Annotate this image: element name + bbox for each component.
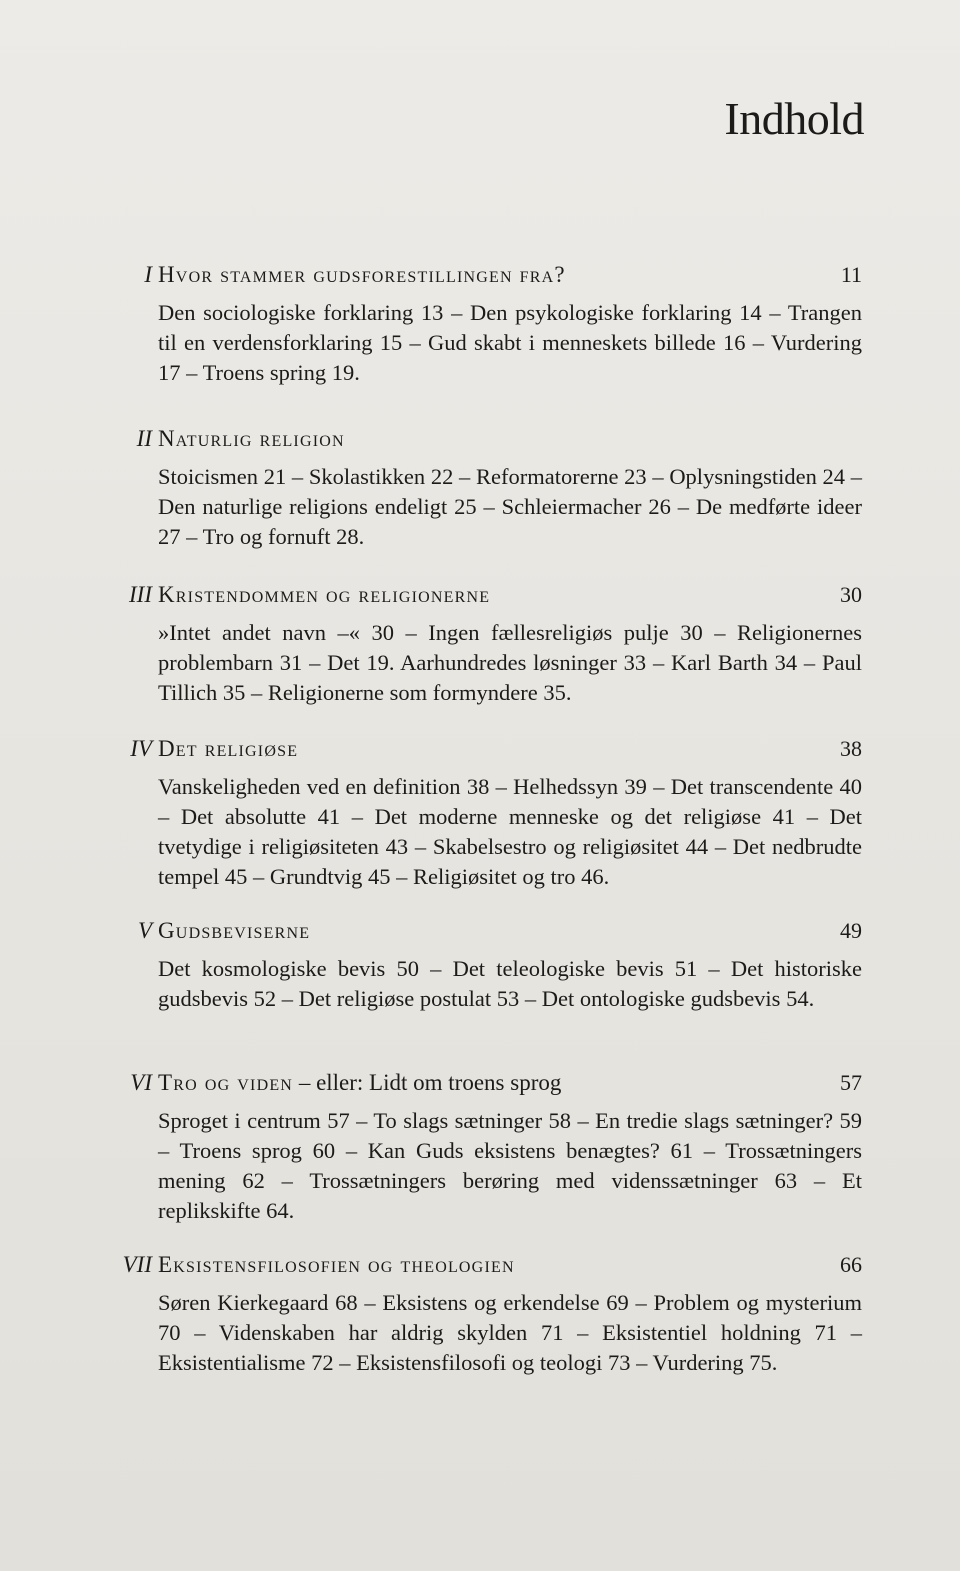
toc-chapter-7 (110, 1252, 862, 1378)
chapter-number: III (129, 582, 152, 607)
page-title: Indhold (724, 93, 864, 144)
chapter-sections: Stoicismen 21 – Skolastikken 22 – Reformatorerne 23 – Oplysningstiden 24 – Den naturlige religions endeligt 25 – Schleiermacher 26 – De medførte ideer 27 – Tro og fornuft 28. (158, 464, 862, 549)
chapter-page-number: 66 (840, 1252, 862, 1277)
chapter-sections: »Intet andet navn –« 30 – Ingen fællesreligiøs pulje 30 – Religionernes problembarn 31 – Det 19. Aarhundredes løsninger 33 – Karl Barth 34 – Paul Tillich 35 – Religionerne som formyndere 35. (158, 620, 862, 705)
toc-chapter-4 (110, 736, 862, 892)
chapter-page-number: 57 (840, 1070, 862, 1095)
chapter-sections: Det kosmologiske bevis 50 – Det teleologiske bevis 51 – Det historiske gudsbevis 52 – Det religiøse postulat 53 – Det ontologiske gudsbevis 54. (158, 956, 862, 1011)
chapter-heading (110, 918, 862, 948)
chapter-title: Det religiøse (158, 736, 299, 761)
chapter-sections: Den sociologiske forklaring 13 – Den psykologiske forklaring 14 – Trangen til en verdensforklaring 15 – Gud skabt i menneskets billede 16 – Vurdering 17 – Troens spring 19. (158, 300, 862, 385)
toc-chapter-6 (110, 1070, 862, 1226)
chapter-number: VI (130, 1070, 152, 1095)
chapter-heading (110, 262, 862, 292)
chapter-number: II (136, 426, 152, 451)
chapter-page-number: 30 (840, 582, 862, 607)
chapter-page-number: 49 (840, 918, 862, 943)
chapter-heading (110, 1252, 862, 1282)
chapter-number: IV (130, 736, 152, 761)
chapter-sections: Sproget i centrum 57 – To slags sætninger 58 – En tredie slags sætninger? 59 – Troens sprog 60 – Kan Guds eksistens benægtes? 61 – Trossætningers mening 62 – Trossætningers berøring med videnssætninger 63 – Et replikskifte 64. (158, 1108, 862, 1223)
chapter-title-suffix: – eller: Lidt om troens sprog (293, 1070, 562, 1095)
chapter-sections: Vanskeligheden ved en definition 38 – Helhedssyn 39 – Det transcendente 40 – Det absolutte 41 – Det moderne menneske og det religiøse 41 – Det tvetydige i religiøsiteten 43 – Skabelsestro og religiøsitet 44 – Det nedbrudte tempel 45 – Grundtvig 45 – Religiøsitet og tro 46. (158, 774, 862, 889)
chapter-number: I (144, 262, 152, 287)
toc-chapter-2 (110, 426, 862, 552)
chapter-heading (110, 426, 862, 456)
chapter-title: Hvor stammer gudsforestillingen fra? (158, 262, 566, 287)
chapter-page-number: 38 (840, 736, 862, 761)
chapter-title (158, 1070, 561, 1096)
toc-chapter-1 (110, 262, 862, 388)
chapter-sections: Søren Kierkegaard 68 – Eksistens og erkendelse 69 – Problem og mysterium 70 – Videnskaben har aldrig skylden 71 – Eksistentiel holdning 71 – Eksistentialisme 72 – Eksistensfilosofi og teologi 73 – Vurdering 75. (158, 1290, 862, 1375)
chapter-title: Naturlig religion (158, 426, 345, 451)
chapter-page-number: 11 (840, 262, 862, 287)
chapter-title: Eksistensfilosofien og theologien (158, 1252, 515, 1277)
toc-chapter-5 (110, 918, 862, 1014)
chapter-number: V (137, 918, 152, 943)
chapter-heading (110, 1070, 862, 1100)
toc-chapter-3 (110, 582, 862, 708)
chapter-title-main: Tro og viden (158, 1070, 294, 1095)
chapter-title: Kristendommen og religionerne (158, 582, 491, 607)
chapter-number: VII (122, 1252, 152, 1277)
chapter-heading (110, 736, 862, 766)
chapter-title: Gudsbeviserne (158, 918, 311, 943)
chapter-heading (110, 582, 862, 612)
